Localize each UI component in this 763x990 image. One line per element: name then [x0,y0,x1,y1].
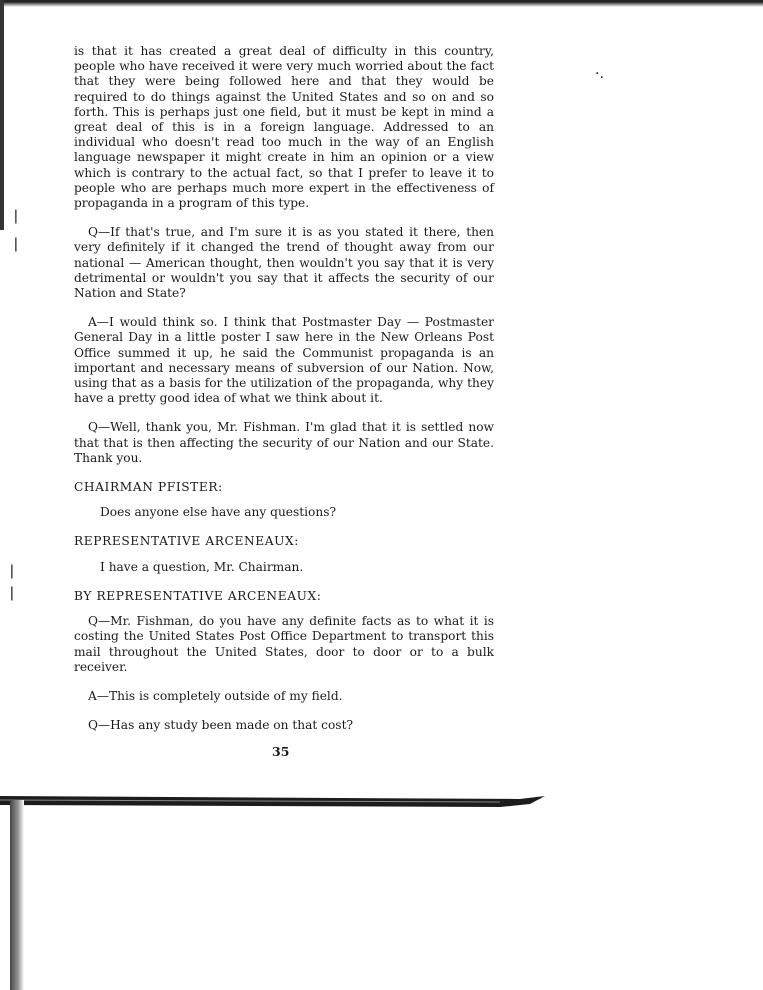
stray-mark-2: ❘ [10,208,22,224]
stray-mark-4: ❘ [6,563,18,579]
answer-paragraph: A—I would think so. I think that Postmaster Day — Postmaster General Day in a little poster I saw here in the New Orleans Post Office summed it up, he said the Communist propaganda is an important and necessary means of subversion of our Nation. Now, using that as a basis for the utilization of the propaganda, why they have a pretty good idea of what we think about it. [74,315,494,406]
answer-paragraph: A—This is completely outside of my field. [88,688,343,703]
examiner-heading: BY REPRESENTATIVE ARCENEAUX: [74,588,322,603]
transcript-column [74,44,494,747]
scan-left-edge [0,0,4,230]
question-paragraph: Q—If that's true, and I'm sure it is as you stated it there, then very definitely if it changed the trend of thought away from our national — American thought, then wouldn't you say that it is very detrimental or wouldn't you say that it affects the security of our Nation and State? [74,225,494,301]
page-number: 35 [272,744,290,759]
stray-mark-3: ❘ [10,236,22,252]
speaker-statement: I have a question, Mr. Chairman. [100,559,304,574]
speaker-statement: Does anyone else have any questions? [100,505,337,520]
question-paragraph: Q—Has any study been made on that cost? [88,718,353,733]
stray-mark-1: ·. [595,66,604,82]
stray-mark-5: ❘ [6,585,18,601]
paragraph-continuation: is that it has created a great deal of difficulty in this country, people who have received it were very much worried about the fact that they were being followed here and that they would be required to do things against the United States and so on and so forth. This is perhaps just one field, but it must be kept in mind a great deal of this is in a foreign language. Addressed to an individual who doesn't read too much in the way of an English language newspaper it might create in him an opinion or a view which is contrary to the actual fact, so that I prefer to leave it to people who are perhaps much more expert in the effectiveness of propaganda in a program of this type. [74,44,494,211]
scan-top-edge [0,0,763,8]
scan-bottom-bar [0,796,545,808]
question-paragraph: Q—Well, thank you, Mr. Fishman. I'm glad that it is settled now that that is then affecting the security of our Nation and our State. Thank you. [74,420,494,465]
speaker-heading-representative: REPRESENTATIVE ARCENEAUX: [74,534,299,549]
scan-bottom-left-edge [10,800,24,990]
question-paragraph: Q—Mr. Fishman, do you have any definite facts as to what it is costing the United States Post Office Department to transport this mail throughout the United States, door to door or to a bulk receiver. [74,614,494,674]
speaker-heading-chairman: CHAIRMAN PFISTER: [74,480,223,495]
